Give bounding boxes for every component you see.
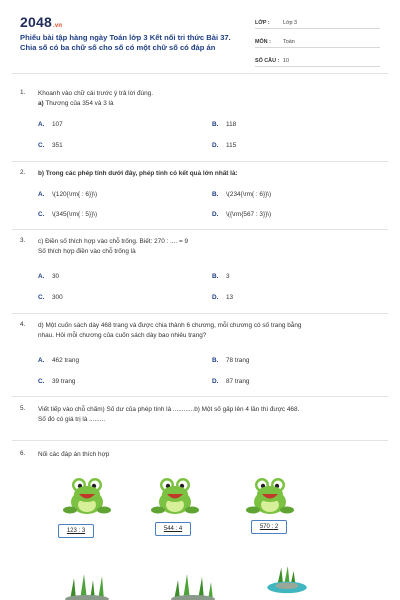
header-divider [12,73,388,74]
option-a[interactable] [38,273,59,280]
option-letter: D. [212,294,219,301]
section-divider [12,161,388,162]
option-text: \({\rm{567 : 3}}\) [226,211,272,218]
question-text-line2: nhau. Hỏi mỗi chương của cuốn sách dày bao nhiêu trang? [38,332,207,339]
option-letter: A. [38,121,45,128]
option-letter: A. [38,273,45,280]
question-number: 4. [20,321,26,328]
option-letter: C. [38,142,45,149]
question-number: 2. [20,169,26,176]
option-d[interactable] [212,211,271,218]
question-text [38,237,383,257]
expression-box-2[interactable] [155,522,191,536]
meta-label: SỐ CÂU : [255,58,280,64]
option-text: \(345{\rm{ : 5}}\) [52,211,98,218]
option-d[interactable] [212,142,236,149]
meta-label: MÔN : [255,39,271,45]
option-text: 118 [226,121,237,128]
question-instruction: Khoanh vào chữ cái trước ý trả lời đúng. [38,90,153,97]
meta-value: Lớp 3 [283,20,298,26]
option-text: 351 [52,142,63,149]
logo-text: 2048 [20,14,52,30]
frog-icon [60,472,114,516]
question-prompt [38,99,383,109]
meta-table [255,14,380,71]
option-letter: B. [212,191,219,198]
option-a[interactable] [38,357,79,364]
option-b[interactable] [212,191,271,198]
meta-value: 10 [283,58,289,64]
question-text-line1: Viết tiếp vào chỗ chấm) Số dư của phép tính là ............b) Một số gấp lên 4 lần thì được 468. [38,406,300,413]
option-text: 30 [52,273,60,280]
option-letter: A. [38,357,45,364]
question-sub-label: a) [38,100,44,107]
question-instruction: c) Điền số thích hợp vào chỗ trống. Biết: 270 : .... = 9 [38,238,189,245]
option-letter: B. [212,357,219,364]
plant-icon [168,572,218,600]
question-text [38,405,383,425]
question-number: 6. [20,450,26,457]
option-letter: B. [212,273,219,280]
section-divider [12,396,388,397]
option-text: 107 [52,121,63,128]
frog-icon [148,472,202,516]
question-text: b) Trong các phép tính dưới đây, phép tính có kết quả lớn nhất là: [38,170,238,177]
meta-row-class [255,14,380,29]
option-c[interactable] [38,294,63,301]
question-text-line2: Số đó có giá trị là ......... [38,416,106,423]
section-divider [12,313,388,314]
question-prompt-text: Thương của 354 và 3 là [45,100,114,107]
option-text: 78 trang [226,357,250,364]
option-text: \(120{\rm{ : 6}}\) [52,191,98,198]
question-number: 1. [20,89,26,96]
option-letter: D. [212,378,219,385]
option-letter: A. [38,191,45,198]
question-prompt: Số thích hợp điền vào chỗ trống là [38,248,136,255]
option-b[interactable] [212,357,249,364]
option-text: \(234{\rm{ : 6}}\) [226,191,272,198]
option-d[interactable] [212,294,233,301]
option-a[interactable] [38,121,63,128]
expression-text: 570 : 2 [259,524,279,530]
question-text [38,89,383,109]
option-letter: C. [38,294,45,301]
option-b[interactable] [212,121,236,128]
question-text-line1: d) Một cuốn sách dày 468 trang và được chia thành 6 chương, mỗi chương có số trang bằng [38,322,302,329]
expression-box-1[interactable] [58,524,94,538]
option-d[interactable] [212,378,249,385]
meta-row-count [255,52,380,67]
lily-pad-icon [262,566,312,594]
option-text: 13 [226,294,234,301]
option-text: 39 trang [52,378,76,385]
frog-icon [243,472,297,516]
option-letter: D. [212,211,219,218]
option-a[interactable] [38,191,97,198]
logo-suffix: .vn [52,23,63,29]
option-text: 300 [52,294,63,301]
meta-value: Toán [283,39,295,45]
expression-text: 544 : 4 [163,526,183,532]
expression-box-3[interactable] [251,520,287,534]
option-text: 115 [226,142,237,149]
option-text: 87 trang [226,378,250,385]
meta-row-subject [255,33,380,48]
worksheet-title: Phiếu bài tập hàng ngày Toán lớp 3 Kết nối tri thức Bài 37. Chia số có ba chữ số cho số có một chữ số có đáp án [20,33,231,52]
meta-label: LỚP : [255,20,270,26]
option-c[interactable] [38,378,75,385]
option-letter: B. [212,121,219,128]
option-letter: D. [212,142,219,149]
option-c[interactable] [38,142,63,149]
option-b[interactable] [212,273,230,280]
question-text: Nối các đáp án thích hợp [38,451,110,458]
site-logo[interactable] [20,14,62,30]
question-text [38,321,383,341]
plant-icon [62,572,112,600]
section-divider [12,229,388,230]
option-letter: C. [38,211,45,218]
question-number: 5. [20,405,26,412]
section-divider [12,440,388,441]
option-text: 462 trang [52,357,80,364]
option-letter: C. [38,378,45,385]
option-text: 3 [226,273,230,280]
question-number: 3. [20,237,26,244]
expression-text: 123 : 3 [66,528,86,534]
option-c[interactable] [38,211,97,218]
